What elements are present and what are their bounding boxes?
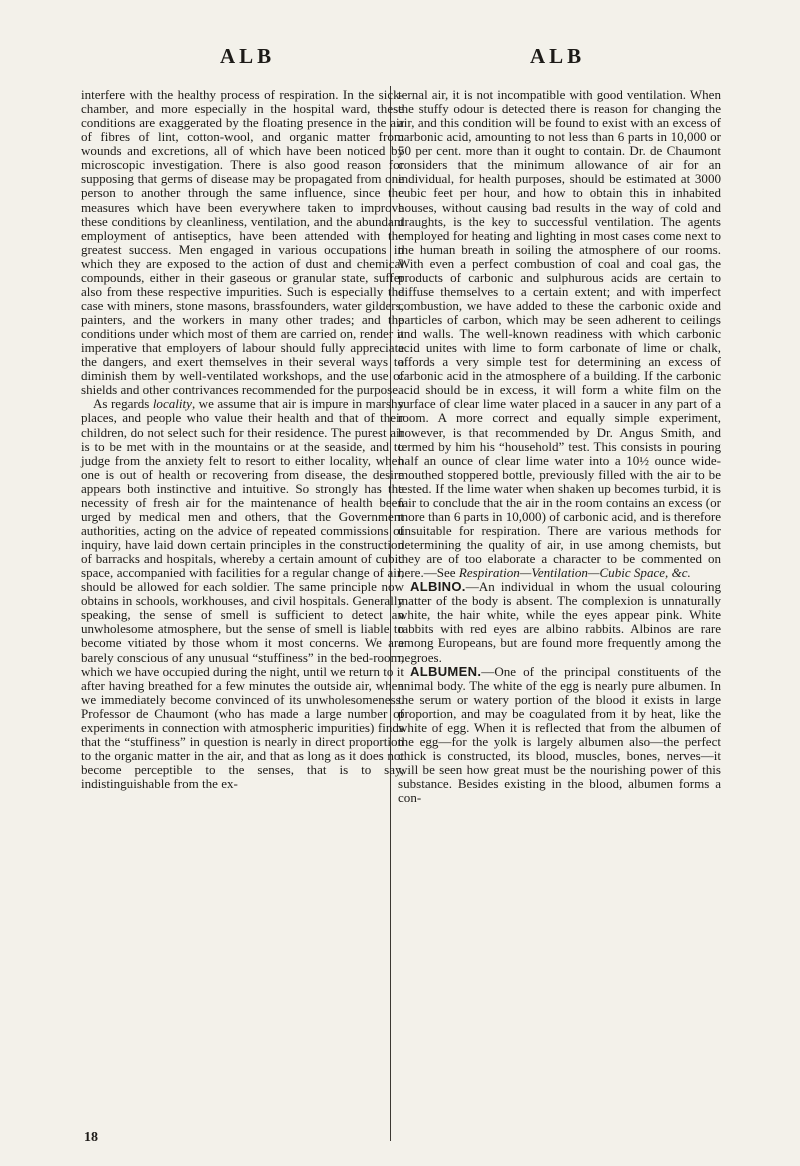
entry-heading-albumen: ALBUMEN.: [410, 663, 482, 679]
entry-text: —One of the principal constituents of the animal body. The white of the egg is nearly pure albumen. In the serum or watery portion of the blood it exists in large proportion, and may be coagulated from it by heat, like the white of egg. When it is reflected that from the albumen of the egg—for the yolk is largely albumen also—the perfect chick is constructed, its blood, muscles, bones, nerves—it will be seen how great must be the nourishing power of this substance. Besides existing in the blood, albumen forms a con-: [398, 663, 721, 806]
paragraph-text: , we assume that air is impure in marshy places, and people who value their health and that of their children, do not select such for their residence. The purest air is to be met with in the mountains or at the seaside, and to judge from the anxiety felt to resort to either locality, when one is out of health or recovering from disease, the desire appears both instinctive and intuitive. So strongly has the necessity of fresh air for the maintenance of health been urged by medical men and others, that the Government authorities, acting on the advice of repeated commissions of inquiry, have laid down certain principles in the construction of barracks and hospitals, whereby a certain amount of cubic space, accompanied with facilities for a regular change of air, should be allowed for each soldier. The same principle now obtains in schools, workhouses, and civil hospitals. Generally speaking, the sense of smell is sufficient to detect an unwholesome atmosphere, but the sense of smell is liable to become vitiated by those whom it most concerns. We are barely conscious of any unusual “stuffiness” in the bed-room, which we have occupied during the night, until we return to it after having breathed for a few minutes the outside air, when we immediately become convinced of its unwholesomeness. Professor de Chaumont (who has made a large number of experiments in connection with atmospheric impurities) finds that the “stuffiness” in question is nearly in direct proportion to the organic matter in the air, and that as long as it does not become perceptible to the senses, that is to say, indistinguishable from the ex-: [81, 396, 405, 792]
entry-albumen: [398, 665, 721, 806]
left-column: [81, 88, 404, 791]
header-left-guideword: ALB: [220, 44, 276, 68]
paragraph-ventilation: [398, 88, 721, 580]
paragraph-air-impurities: [81, 88, 404, 397]
right-column: [398, 88, 721, 805]
cross-reference: Respiration—Ventilation—Cubic Space, &c.: [458, 565, 691, 581]
page-number: 18: [84, 1130, 98, 1145]
paragraph-locality: [81, 397, 404, 791]
header-right-guideword: ALB: [530, 44, 586, 68]
italic-term-locality: locality: [152, 396, 192, 412]
entry-heading-albino: ALBINO.: [410, 579, 466, 595]
entry-albino: [398, 580, 721, 664]
paragraph-text: interfere with the healthy process of respiration. In the sick-chamber, and more especially in the hospital ward, these conditions are exaggerated by the floating presence in the air of fibres of lint, cotton-wool, and organic matter from wounds and excretions, all of which have been noticed by microscopic investigation. There is also good reason for supposing that germs of disease may be propagated from one person to another through the same influence, since the measures which have been everywhere taken to improve these conditions by cleanliness, ventilation, and the abundant employment of antiseptics, have been attended with the greatest success. Men engaged in various occupations in which they are exposed to the action of dust and chemical compounds, either in their gaseous or granular state, suffer also from these respective impurities. Such is especially the case with miners, stone masons, brassfounders, water gilders, painters, and the workers in many other trades; and the conditions under which most of them are carried on, render it imperative that employers of labour should fully appreciate the dangers, and exert themselves in their several ways to diminish them by well-ventilated workshops, and the use of shields and other contrivances recommended for the purpose.: [81, 87, 404, 398]
paragraph-text: As regards: [93, 396, 153, 412]
entry-text: —An individual in whom the usual colouring matter of the body is absent. The complexion is unnaturally white, the hair white, while the eyes appear pink. White rabbits with red eyes are albino rabbits. Albinos are rare among Europeans, but are found more frequently among the negroes.: [398, 579, 721, 665]
paragraph-text: ternal air, it is not incompatible with good ventilation. When the stuffy odour is detected there is reason for changing the air, and this condition will be found to exist with an excess of carbonic acid, amounting to not less than 6 parts in 10,000 or 50 per cent. more than it ought to contain. Dr. de Chaumont considers that the minimum allowance of air for an individual, for health purposes, should be estimated at 3000 cubic feet per hour, and how to obtain this in inhabited houses, without causing bad results in the way of cold and draughts, is the key to successful ventilation. The agents employed for heating and lighting in most cases come next to the human breath in soiling the atmosphere of our rooms. With even a perfect combustion of coal and coal gas, the products of carbonic and sulphurous acids are certain to diffuse themselves to a certain extent; and with imperfect combustion, we have added to these the carbonic oxide and particles of carbon, which may be seen adherent to ceilings and walls. The well-known readiness with which carbonic acid unites with lime to form carbonate of lime or chalk, affords a very simple test for determining an excess of carbonic acid in the atmosphere of a building. If the carbonic acid should be in excess, it will form a white film on the surface of clear lime water placed in a saucer in any part of a room. A more correct and equally simple experiment, however, is that recommended by Dr. Angus Smith, and termed by him his “household” test. This consists in pouring half an ounce of clear lime water into a 10½ ounce wide-mouthed stoppered bottle, previously filled with the air to be tested. If the lime water when shaken up becomes turbid, it is fair to conclude that the air in the room contains an excess (or more than 6 parts in 10,000) of carbonic acid, and is therefore unsuitable for respiration. There are various methods for determining the quality of air, in use among chemists, but they are of too elaborate a character to be commented on here.—See: [398, 87, 721, 581]
running-header: [0, 44, 800, 74]
